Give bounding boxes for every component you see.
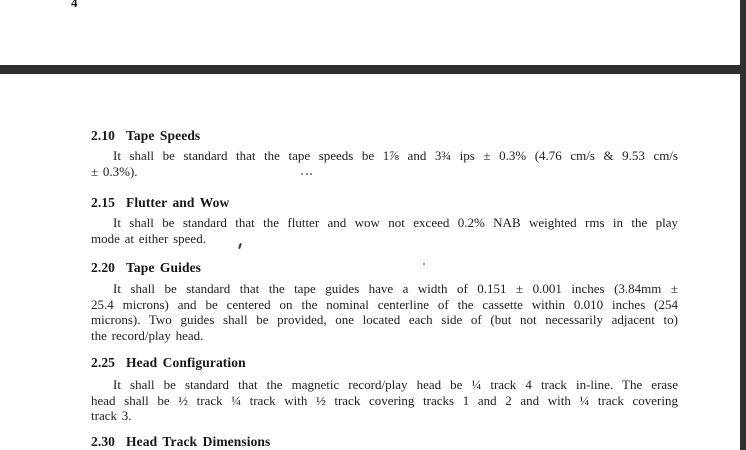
scan-artifact-dots <box>301 173 312 175</box>
paragraph-line: It shall be standard that the magnetic record/play head be ¼ track 4 track in-line. The erase <box>113 377 678 392</box>
right-edge-rule <box>740 0 746 450</box>
section-number: 2.25 <box>91 355 116 370</box>
page-number: 4 <box>71 0 78 10</box>
paragraph-line: It shall be standard that the tape speeds be 1⅞ and 3¾ ips ± 0.3% (4.76 cm/s & 9.53 cm/s <box>113 148 678 163</box>
paragraph-line: ± 0.3%). <box>91 163 138 179</box>
paragraph-line: the record/play head. <box>91 327 204 343</box>
horizontal-rule <box>0 65 746 74</box>
paragraph-line: microns). Two guides shall be provided, one located each side of (but not necessarily adjacent to) <box>91 312 678 327</box>
section-heading <box>91 195 678 210</box>
section-number: 2.10 <box>91 128 116 143</box>
section-heading <box>91 260 678 275</box>
section-title: Tape Speeds <box>126 128 201 143</box>
section-number: 2.15 <box>91 195 116 210</box>
document-content <box>91 128 678 449</box>
paragraph-line: It shall be standard that the flutter and wow not exceed 0.2% NAB weighted rms in the play <box>113 215 678 230</box>
section-paragraph <box>91 370 678 424</box>
section-tape-speeds <box>91 128 678 179</box>
section-paragraph <box>91 210 678 246</box>
section-paragraph <box>91 275 678 343</box>
section-number: 2.30 <box>91 433 116 449</box>
section-head-track-dimensions <box>91 434 678 449</box>
section-head-configuration <box>91 355 678 424</box>
section-tape-guides <box>91 260 678 343</box>
section-heading <box>91 355 678 370</box>
section-title: Head Track Dimensions <box>126 433 271 449</box>
paragraph-line: 25.4 microns) and be centered on the nominal centerline of the cassette within 0.010 inches (254 <box>91 296 678 312</box>
scan-artifact-dot <box>423 263 425 265</box>
section-heading <box>91 128 678 143</box>
section-number: 2.20 <box>91 260 116 275</box>
section-paragraph <box>91 143 678 179</box>
section-flutter-and-wow <box>91 195 678 246</box>
paragraph-line: It shall be standard that the tape guides have a width of 0.151 ± 0.001 inches (3.84mm ± <box>113 281 678 296</box>
section-title: Tape Guides <box>126 260 202 275</box>
section-title: Head Configuration <box>126 355 246 370</box>
paragraph-line: head shall be ½ track ¼ track with ½ track covering tracks 1 and 2 and with ¼ track covering <box>91 392 678 408</box>
section-heading <box>91 434 678 449</box>
section-title: Flutter and Wow <box>126 195 230 210</box>
paragraph-line: track 3. <box>91 408 132 423</box>
paragraph-line: mode at either speed. <box>91 230 206 246</box>
